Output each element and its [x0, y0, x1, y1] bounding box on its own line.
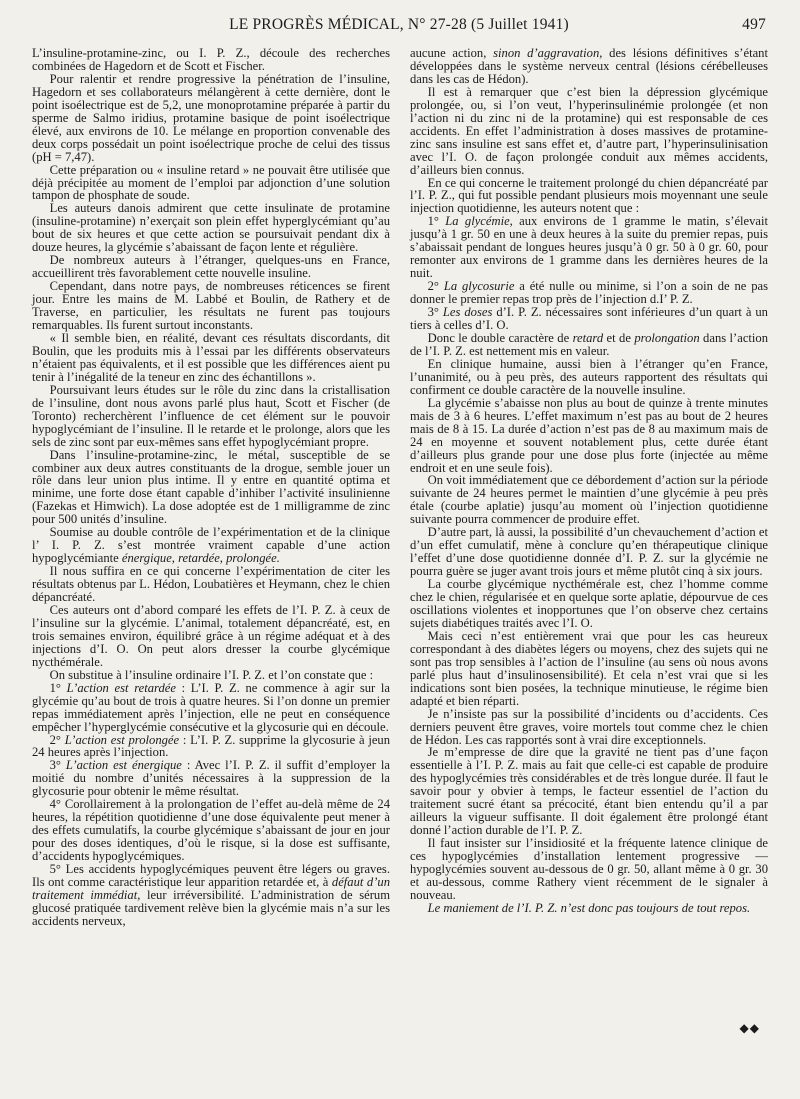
emphasis-text: L’action est retardée: [66, 680, 176, 695]
body-text: Il faut insister sur l’insidiosité et la fréquente latence clinique de ces hypoglycémies d’installation lentement progressive — hypoglycémies souvent au-dessous de 0 gr. 50, allant même à 0 gr. 30 et au-dessous, comme Rathery vient récemment de le signaler à nouveau.: [410, 836, 768, 902]
paragraph: [410, 47, 768, 86]
emphasis-text: énergique, retardée, prolongée.: [121, 551, 280, 566]
paragraph: [32, 682, 390, 734]
body-text: On voit immédiatement que ce débordement d’action sur la période suivante de 24 heures permet le maintien d’une glycémie à peu près étale (courbe aplatie) jusqu’au moment où l’injection quotidienne suivante pourra commencer de produire effet.: [410, 473, 768, 527]
body-text: 5° Les accidents hypoglycémiques peuvent être légers ou graves. Ils ont comme caractéristique leur apparition retardée et, à: [32, 862, 390, 889]
emphasis-text: Les doses: [442, 305, 493, 320]
paragraph: [32, 604, 390, 669]
body-text: aux environs de 1 gramme le matin, s’élevait jusqu’à 1 gr. 50 en une à deux heures à la suite du premier repas, puis s’abaissait pendant de longues heures jusqu’à 0 gr. 50 à 0 gr. 60, pour remonter aux environs de 1 gramme dans les dernières heures de la nuit.: [410, 214, 769, 281]
body-text: 2°: [49, 732, 65, 747]
body-text: Cette préparation ou « insuline retard » ne pouvait être utilisée que déjà précipitée au moment de l’emploi par adjonction d’une solution tampon de phosphate de soude.: [32, 162, 390, 203]
body-text: Poursuivant leurs études sur le rôle du zinc dans la cristallisation de l’insuline, dont nous avons parlé plus haut, Scott et Fischer (de Toronto) recherchèrent l’influence de cet élément sur le pouvoir hypoglycémiant de l’insuline. Il le retarde et le prolonge, alors que les sels de zinc sont par eux-mêmes sans effet hypoglycémiant propre.: [32, 382, 390, 449]
body-text: On substitue à l’insuline ordinaire l’I. P. Z. et l’on constate que :: [49, 667, 374, 682]
paragraph: [32, 164, 390, 203]
paragraph: [410, 280, 768, 306]
body-text: Je n’insiste pas sur la possibilité d’incidents ou d’accidents. Ces derniers peuvent être graves, voire mortels tout comme chez le chien de Hédon. Les cas rapportés sont à vrai dire exceptionnels.: [410, 706, 768, 747]
paragraph: [32, 759, 390, 798]
paragraph: [410, 397, 768, 475]
paragraph: [32, 798, 390, 863]
body-text: 3°: [49, 758, 66, 773]
paragraph: [410, 177, 768, 216]
paragraph: [32, 202, 390, 254]
body-text: D’autre part, là aussi, la possibilité d’un chevauchement d’action et d’un effet cumulatif, mène à conclure qu’en thérapeutique clinique l’effet d’une dose quotidienne donnée d’I. P. Z. sur la glycémie ne pourra guère se juger avant trois jours et même plutôt cinq à six jours.: [410, 525, 768, 579]
emphasis-text: L’action est prolongée: [64, 732, 180, 747]
left-column: [32, 47, 390, 928]
body-text: 1°: [49, 680, 67, 695]
body-text: « Il semble bien, en réalité, devant ces résultats discordants, dit Boulin, que les produits mis à l’essai par les différents observateurs n’étaient pas équivalents, et il est possible que les différences aient pu tenir à l’inégalité de la teneur en zinc des échantillons ».: [32, 330, 390, 384]
paragraph: [410, 630, 768, 708]
end-ornament: ◆◆: [739, 1021, 760, 1035]
body-text: : L’I. P. Z. supprime la glycosurie à jeun 24 heures après l’injection.: [32, 732, 390, 760]
body-text: Il nous suffira en ce qui concerne l’expérimentation de citer les résultats obtenus par L. Hédon, Loubatières et Heymann, chez le chien dépancréaté.: [32, 564, 390, 605]
body-text: leur irréversibilité. L’administration de sérum glucosé pratiquée tardivement relève bien la glycémie mais n’a sur les accidents nerveux,: [32, 887, 390, 928]
body-text: 1°: [427, 214, 446, 229]
emphasis-text: prolongation: [634, 330, 700, 345]
body-text: dans l’action de l’I. P. Z. est nettement mis en valeur.: [410, 330, 769, 358]
paragraph: [32, 565, 390, 604]
body-text: En clinique humaine, aussi bien à l’étranger qu’en France, l’unanimité, ou à peu près, des auteurs rapportent des résultats qui confirment ce double caractère de la nouvelle insuline.: [410, 356, 768, 397]
paragraph: [410, 474, 768, 526]
body-text: Dans l’insuline-protamine-zinc, le métal, susceptible de se combiner aux deux autres constituants de la drogue, semble jouer un rôle dans leur union plus intime. Il y entre en quantité optima et minime, une forte dose étant capable d’inhiber l’activité insulinienne (Fazekas et Himwich). La dose adoptée est de 1 milligramme de zinc pour 500 unités d’insuline.: [32, 447, 390, 527]
paragraph: [32, 280, 390, 332]
right-column: [410, 47, 768, 915]
paragraph: [410, 332, 768, 358]
body-text: d’I. P. Z. nécessaires sont inférieures d’un quart à un tiers à celles d’I. O.: [410, 305, 768, 333]
body-text: a été nulle ou minime, si l’on a soin de ne pas donner le premier repas trop près de l’injection d.I’ P. Z.: [410, 279, 769, 307]
paragraph: [410, 902, 768, 915]
emphasis-text: La glycémie,: [445, 214, 513, 229]
paragraph: [32, 526, 390, 565]
body-text: Les auteurs danois admirent que cette insulinate de protamine (insuline-protamine) n’exerçait son plein effet hyperglycémiant qu’au bout de six heures et que cette action se poursuivait pendant dix à douze heures, la glycémie s’abaissant de façon lente et régulière.: [32, 201, 390, 255]
body-text: aucune action,: [410, 46, 494, 60]
emphasis-text: retard: [572, 330, 604, 345]
emphasis-text: défaut d’un traitement immédiat,: [32, 875, 390, 902]
paragraph: [32, 47, 390, 73]
body-text: Mais ceci n’est entièrement vrai que pour les cas heureux correspondant à des diabètes légers ou moyens, chez des sujets qui ne sont pas trop sensibles à l’action de l’insuline (au sens où nous avons parlé plus haut d’insulinosensibilité). Et cela n’est vrai que si les indications sont bien posées, la technique minutieuse, le régime bien adapté et bien réparti.: [410, 628, 768, 708]
body-text: des lésions définitives s’étant développées dans le système nerveux central (lésions cérébelleuses dans les cas de Hédon).: [410, 46, 768, 86]
paragraph: [410, 215, 768, 280]
paragraph: [410, 708, 768, 747]
running-title: LE PROGRÈS MÉDICAL, N° 27-28 (5 Juillet 1941): [229, 16, 569, 33]
paragraph: [32, 254, 390, 280]
body-text: : Avec l’I. P. Z. il suffit d’employer la moitié du nombre d’unités nécessaires à la suppression de la glycosurie pour obtenir le même résultat.: [32, 758, 390, 799]
body-text: Donc le double caractère de: [427, 330, 573, 345]
body-text: Cependant, dans notre pays, de nombreuses réticences se firent jour. Entre les mains de M. Labbé et Boulin, de Rathery et de Traverse, en particulier, les résultats ne furent pas toujours remarquables. Ils furent surtout inconstants.: [32, 279, 390, 333]
emphasis-text: La glycosurie: [443, 279, 515, 294]
paragraph: [32, 73, 390, 164]
body-text: En ce qui concerne le traitement prolongé du chien dépancréaté par l’I. P. Z., qui fut possible pendant plusieurs mois moyennant une seule injection quotidienne, les auteurs notent que :: [410, 175, 768, 216]
body-text: et de: [603, 330, 635, 345]
paragraph: [32, 734, 390, 760]
paragraph: [32, 449, 390, 527]
body-text: 4° Corollairement à la prolongation de l’effet au-delà même de 24 heures, la répétition quotidienne d’une dose équivalente peut mener à des effets cumulatifs, la courbe glycémique s’abaissant de jour en jour pour des doses identiques, d’où le risque, si la dose est suffisante, d’accidents hypoglycémiques.: [32, 797, 390, 864]
emphasis-text: L’action est énergique: [65, 758, 182, 773]
emphasis-text: sinon d’aggravation,: [493, 46, 603, 60]
paragraph: [32, 332, 390, 384]
emphasis-text: Le maniement de l’I. P. Z. n’est donc pas toujours de tout repos.: [427, 900, 751, 915]
body-text: 3°: [427, 305, 443, 320]
paragraph: [410, 837, 768, 902]
body-text: Pour ralentir et rendre progressive la pénétration de l’insuline, Hagedorn et ses collaborateurs mélangèrent à cette dernière, dont le point isoélectrique est de 5,2, une monoprotamine préparée à partir du sperme de Salmo iridius, protamine basique de point isoélectrique élevé, aux environs de 10. Le mélange en proportion convenable des deux corps possédait un point isoélectrique proche de celui des tissus (pH = 7,47).: [32, 71, 390, 164]
body-text: La courbe glycémique nycthémérale est, chez l’homme comme chez le chien, régularisée et en quelque sorte aplatie, dépourvue de ces oscillations violentes et inopportunes que l’on observe chez certains sujets diabétiques traités avec l’I. O.: [410, 577, 768, 630]
body-text: La glycémie s’abaisse non plus au bout de quinze à trente minutes mais de 3 à 6 heures. L’effet maximum n’est pas au bout de 2 heures mais de 8 à 15. La durée d’action n’est pas de 8 au maximum mais de 24 en moyenne et souvent notablement plus, cette durée étant d’ailleurs plus grande pour une dose plus forte (injectée au même endroit et en une seule fois).: [410, 395, 768, 475]
body-text: L’insuline-protamine-zinc, ou I. P. Z., découle des recherches combinées de Hagedorn et de Scott et Fischer.: [32, 46, 390, 73]
body-text: Il est à remarquer que c’est bien la dépression glycémique prolongée, ou, si l’on veut, l’hyperinsulinémie prolongée (et non l’action ni du zinc ni de la protamine) qui est responsable de ces accidents. En effet l’administration à doses massives de protamine-zinc sans insuline est sans effet et, d’autre part, l’hyperinsulinisation avec l’I. O. de façon prolongée conduit aux mêmes accidents, d’ailleurs bien connus.: [410, 84, 768, 177]
body-text: Ces auteurs ont d’abord comparé les effets de l’I. P. Z. à ceux de l’insuline sur la glycémie. L’animal, totalement dépancréaté, est, en trois semaines environ, équilibré grâce à un régime adéquat et à des injections d’I. O. On peut alors dresser la courbe glycémique nycthémérale.: [32, 602, 390, 669]
body-text: 2°: [427, 279, 444, 294]
body-text: Je m’empresse de dire que la gravité ne tient pas d’une façon essentielle à l’I. P. Z. mais au fait que celle-ci est capable de produire des hypoglycémies très considérables et de très longue durée. Il faut le savoir pour y obvier à temps, le facteur essentiel de l’action du traitement sucré étant sa précocité, étant bien entendu qu’il a par ailleurs la vigueur suffisante. Il doit également être prolongé étant donné l’action durable de l’I. P. Z.: [410, 745, 768, 838]
paragraph: [32, 863, 390, 928]
body-text: De nombreux auteurs à l’étranger, quelques-uns en France, accueillirent très favorablement cette nouvelle insuline.: [32, 253, 390, 281]
paragraph: [410, 86, 768, 177]
body-text: : L’I. P. Z. ne commence à agir sur la glycémie qu’au bout de trois à quatre heures. Si l’on donne un premier repas immédiatement après l’injection, elle ne peut en conséquence empêcher l’hyperglycémie consécutive et la glycosurie qui en découle.: [32, 680, 390, 734]
page-header: [32, 16, 766, 38]
paragraph: [32, 384, 390, 449]
paragraph: [410, 358, 768, 397]
body-text: Soumise au double contrôle de l’expérimentation et de la clinique l’ I. P. Z. s’est montrée vraiment capable d’une action hypoglycémiante: [32, 525, 390, 566]
paragraph: [410, 526, 768, 578]
paragraph: [410, 306, 768, 332]
page-number: 497: [742, 16, 766, 33]
paragraph: [410, 578, 768, 630]
paragraph: [410, 746, 768, 837]
